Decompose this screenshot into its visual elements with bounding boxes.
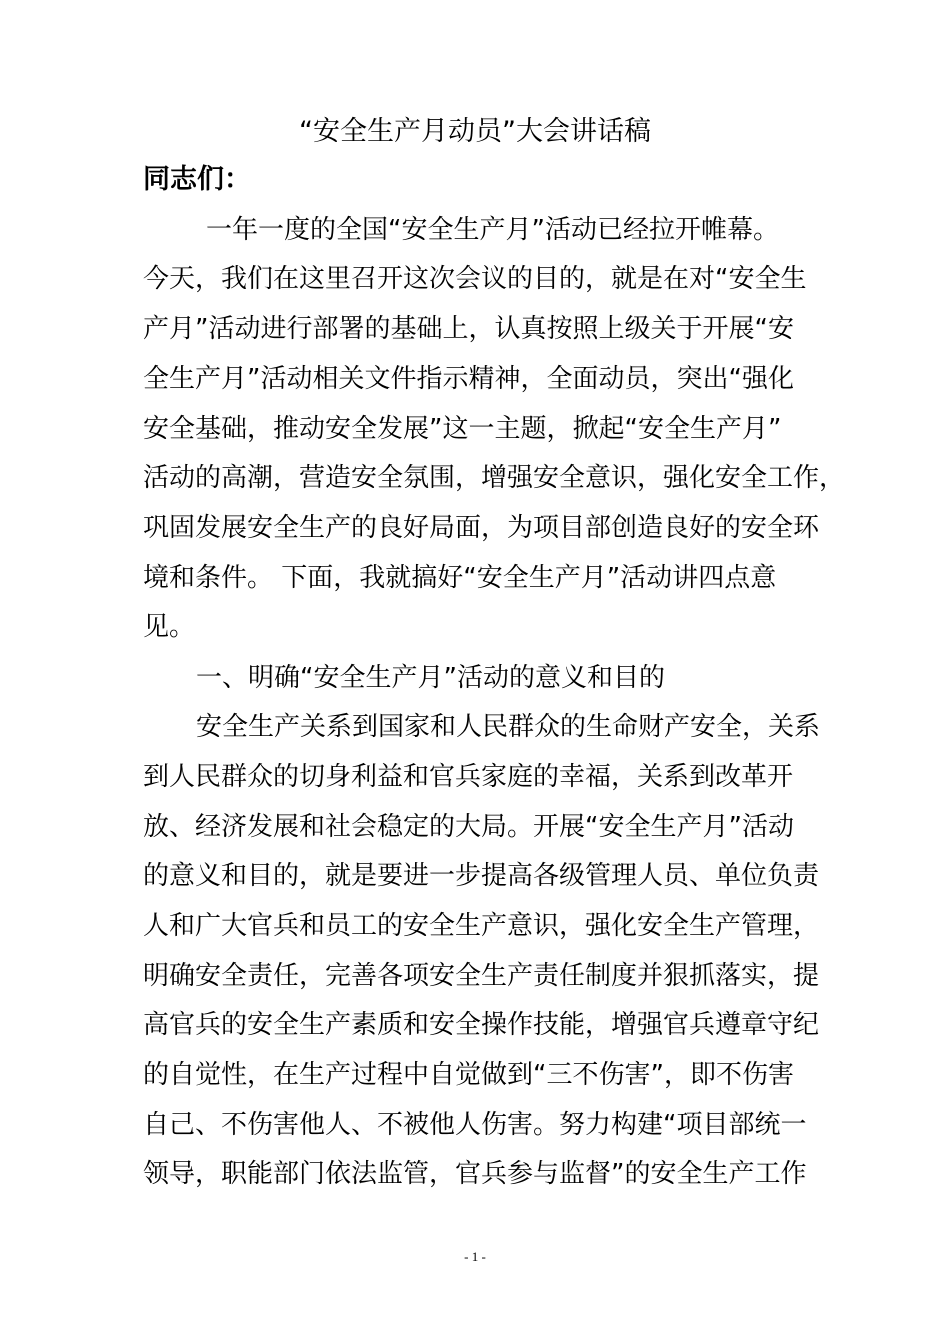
text-line: 领导，职能部门依法监管，官兵参与监督”的安全生产工作 <box>143 1159 807 1189</box>
page-number: - 1 - <box>464 1249 486 1264</box>
text-line: 产月”活动进行部署的基础上，认真按照上级关于开展“安 <box>143 314 794 344</box>
salutation: 同志们： <box>143 164 251 195</box>
text-line: 全生产月”活动相关文件指示精神，全面动员，突出“强化 <box>143 364 794 394</box>
text-line: 巩固发展安全生产的良好局面，为项目部创造良好的安全环 <box>143 513 820 543</box>
text-line: 的意义和目的，就是要进一步提高各级管理人员、单位负责 <box>143 861 820 891</box>
text-line: 见。 <box>143 612 196 642</box>
text-line: 自己、不伤害他人、不被他人伤害。努力构建“项目部统一 <box>143 1110 807 1140</box>
text-line: 的自觉性，在生产过程中自觉做到“三不伤害”，即不伤害 <box>143 1060 794 1090</box>
text-line: 到人民群众的切身利益和官兵家庭的幸福，关系到改革开 <box>143 762 794 792</box>
text-line: 人和广大官兵和员工的安全生产意识，强化安全生产管理， <box>143 911 820 941</box>
text-line: 明确安全责任，完善各项安全生产责任制度并狠抓落实，提 <box>143 961 820 991</box>
text-line: 活动的高潮，营造安全氛围，增强安全意识，强化安全工作， <box>143 463 846 493</box>
text-line: 今天，我们在这里召开这次会议的目的，就是在对“安全生 <box>143 264 807 294</box>
text-line: 境和条件。 下面，我就搞好“安全生产月”活动讲四点意 <box>143 563 777 593</box>
text-line: 一年一度的全国“安全生产月”活动已经拉开帷幕。 <box>206 215 779 245</box>
document-title: “安全生产月动员”大会讲话稿 <box>299 116 651 147</box>
section-heading: 一、明确“安全生产月”活动的意义和目的 <box>196 663 665 693</box>
text-line: 安全生产关系到国家和人民群众的生命财产安全，关系 <box>196 712 821 742</box>
text-line: 高官兵的安全生产素质和安全操作技能，增强官兵遵章守纪 <box>143 1010 820 1040</box>
text-line: 安全基础，推动安全发展”这一主题，掀起“安全生产月” <box>143 414 782 444</box>
text-line: 放、经济发展和社会稳定的大局。开展“安全生产月”活动 <box>143 812 794 842</box>
